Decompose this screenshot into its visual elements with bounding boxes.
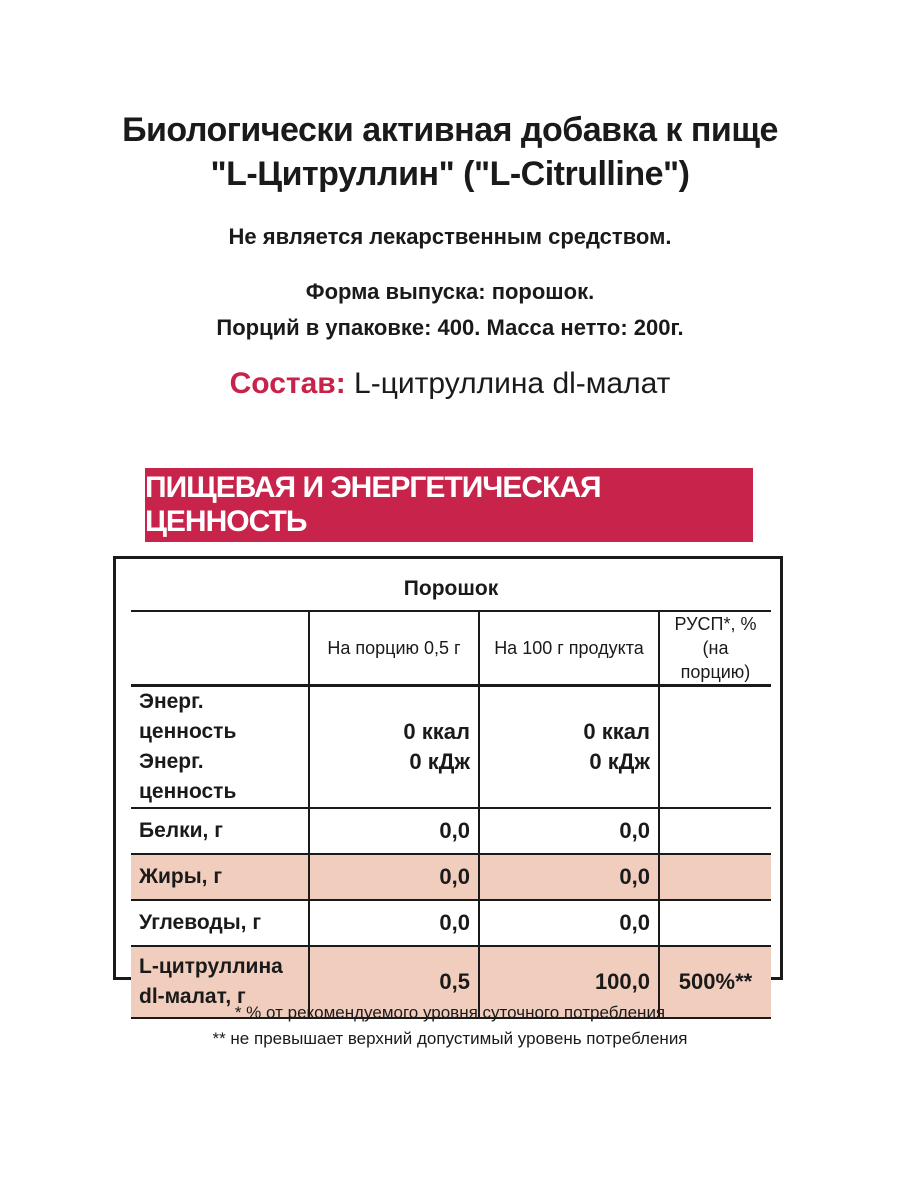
rusp-header-line-2: (на порцию) <box>680 638 751 682</box>
row-per-serving: 0,0 <box>309 900 479 946</box>
row-per-100g: 0,0 <box>479 900 659 946</box>
serving-kj: 0 кДж <box>409 749 470 774</box>
group-header-powder: Порошок <box>131 567 771 611</box>
row-per-serving: 0,5 <box>309 946 479 1018</box>
per100-kj: 0 кДж <box>589 749 650 774</box>
row-name-line-1: Энерг. ценность <box>139 690 237 743</box>
row-rusp <box>659 900 771 946</box>
nutrition-banner: ПИЩЕВАЯ И ЭНЕРГЕТИЧЕСКАЯ ЦЕННОСТЬ <box>145 468 753 542</box>
row-per-serving: 0,0 <box>309 808 479 854</box>
footnote-1: * % от рекомендуемого уровня суточного потребления <box>234 1003 666 1022</box>
table-row <box>131 854 771 900</box>
table-column-header-row <box>131 611 771 686</box>
row-per-100g: 0,0 <box>479 854 659 900</box>
row-rusp: 500%** <box>659 946 771 1018</box>
footnote-2: ** не превышает верхний допустимый уровень потребления <box>212 1029 688 1048</box>
form-and-servings <box>0 274 900 346</box>
row-per-serving <box>309 686 479 809</box>
row-name: Углеводы, г <box>131 900 309 946</box>
composition-label: Состав: <box>229 367 346 400</box>
row-per-serving: 0,0 <box>309 854 479 900</box>
row-per-100g <box>479 686 659 809</box>
release-form: Форма выпуска: порошок. <box>305 279 595 304</box>
composition-value: L-цитруллина dl-малат <box>345 367 671 400</box>
table-row <box>131 808 771 854</box>
product-title-line-2: "L-Цитруллин" ("L-Citrulline") <box>210 155 690 193</box>
table-row <box>131 900 771 946</box>
row-name-line-2: Энерг. ценность <box>139 750 237 803</box>
row-name: Белки, г <box>131 808 309 854</box>
composition <box>0 364 900 404</box>
column-header-rusp <box>659 611 771 686</box>
nutrition-table <box>131 567 771 1019</box>
row-rusp <box>659 808 771 854</box>
row-rusp <box>659 854 771 900</box>
product-title-line-1: Биологически активная добавка к пище <box>122 111 778 149</box>
serving-kcal: 0 ккал <box>403 719 470 744</box>
row-per-100g: 100,0 <box>479 946 659 1018</box>
row-rusp <box>659 686 771 809</box>
not-medicine-note: Не является лекарственным средством. <box>228 224 672 249</box>
nutrition-table-container <box>131 567 771 1019</box>
row-name-line-2: dl-малат, г <box>139 985 246 1008</box>
column-header-name <box>131 611 309 686</box>
rusp-header-line-1: РУСП*, % <box>674 614 757 634</box>
nutrition-table-frame <box>113 556 783 1008</box>
product-header <box>0 108 900 404</box>
table-group-header-row <box>131 567 771 611</box>
row-name: Жиры, г <box>131 854 309 900</box>
row-name <box>131 686 309 809</box>
servings-and-weight: Порций в упаковке: 400. Масса нетто: 200г. <box>216 315 684 340</box>
column-header-per-serving: На порцию 0,5 г <box>309 611 479 686</box>
table-row <box>131 686 771 809</box>
per100-kcal: 0 ккал <box>583 719 650 744</box>
column-header-per-100g: На 100 г продукта <box>479 611 659 686</box>
footnotes <box>0 1000 900 1052</box>
row-name-line-1: L-цитруллина <box>139 955 283 978</box>
row-per-100g: 0,0 <box>479 808 659 854</box>
